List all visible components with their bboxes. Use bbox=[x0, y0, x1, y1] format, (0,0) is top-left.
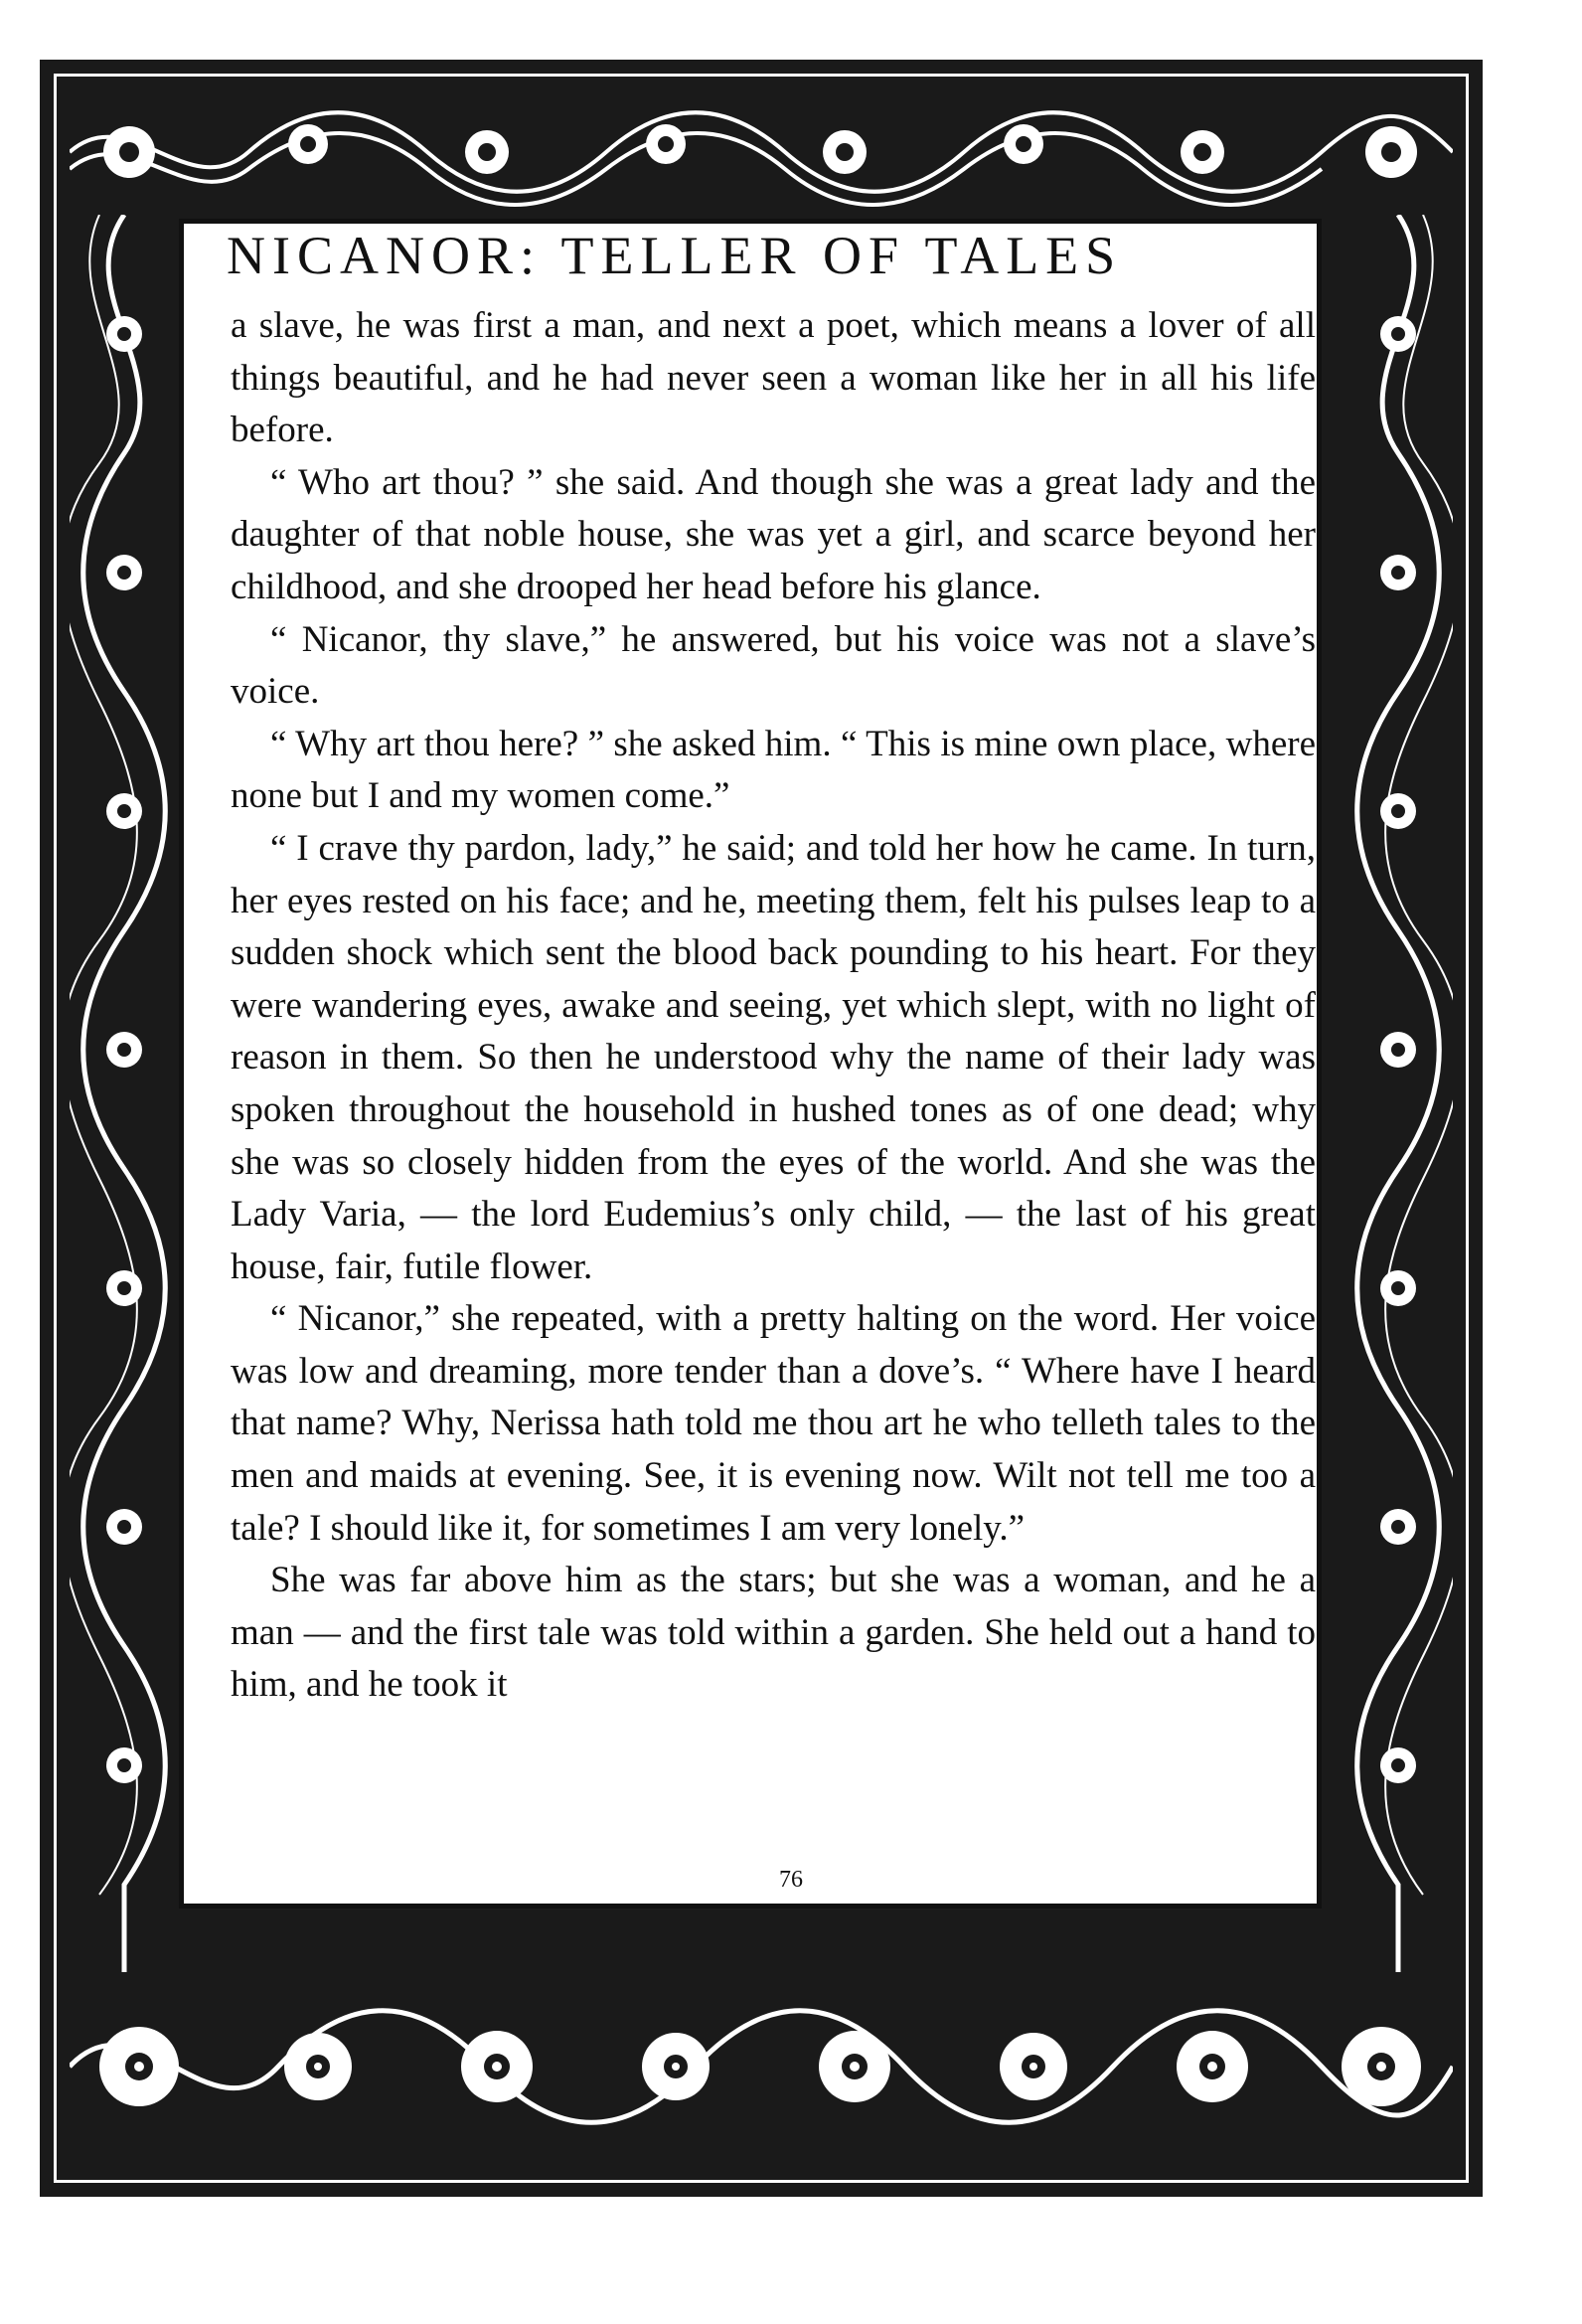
left-floral-band bbox=[70, 215, 179, 1972]
paragraph: “ Nicanor,” she repeated, with a pretty halting on the word. Her voice was low and dreaming, more tender than a dove’s. “ Where have I heard that name? Why, Nerissa hath told me thou art he who telleth tales to the men and maids at evening. See, it is evening now. Wilt not tell me too a tale? I should like it, for sometimes I am very lonely.” bbox=[231, 1298, 1316, 1549]
top-floral-band bbox=[70, 89, 1453, 215]
paragraph: a slave, he was first a man, and next a poet, which means a lover of all things beautiful, and he had never seen a woman like her in all his life before. bbox=[231, 305, 1316, 451]
body-text bbox=[231, 300, 1316, 1712]
paragraph: “ Nicanor, thy slave,” he answered, but his voice was not a slave’s voice. bbox=[231, 618, 1316, 713]
bottom-floral-band bbox=[70, 1972, 1453, 2161]
running-title: NICANOR: TELLER OF TALES bbox=[227, 226, 1123, 285]
paragraph: “ I crave thy pardon, lady,” he said; and told her how he came. In turn, her eyes rested on his face; and he, meeting them, felt his pulses leap to a sudden shock which sent the blood back pounding to his heart. For they were wandering eyes, awake and seeing, yet which slept, with no light of reason in them. So then he understood why the name of their lady was spoken throughout the household in hushed tones as of one dead; why she was so closely hidden from the eyes of the world. And she was the Lady Varia, — the lord Eudemius’s only child, — the last of his great house, fair, futile flower. bbox=[231, 827, 1316, 1287]
page-number: 76 bbox=[779, 1867, 803, 1893]
paragraph: “ Who art thou? ” she said. And though she was a great lady and the daughter of that noble house, she was yet a girl, and scarce beyond her childhood, and she drooped her head before his glance. bbox=[231, 461, 1316, 607]
paragraph: “ Why art thou here? ” she asked him. “ This is mine own place, where none but I and my women come.” bbox=[231, 723, 1316, 817]
right-floral-band bbox=[1344, 215, 1453, 1972]
paragraph: She was far above him as the stars; but she was a woman, and he a man — and the first tale was told within a garden. She held out a hand to him, and he took it bbox=[231, 1560, 1316, 1706]
